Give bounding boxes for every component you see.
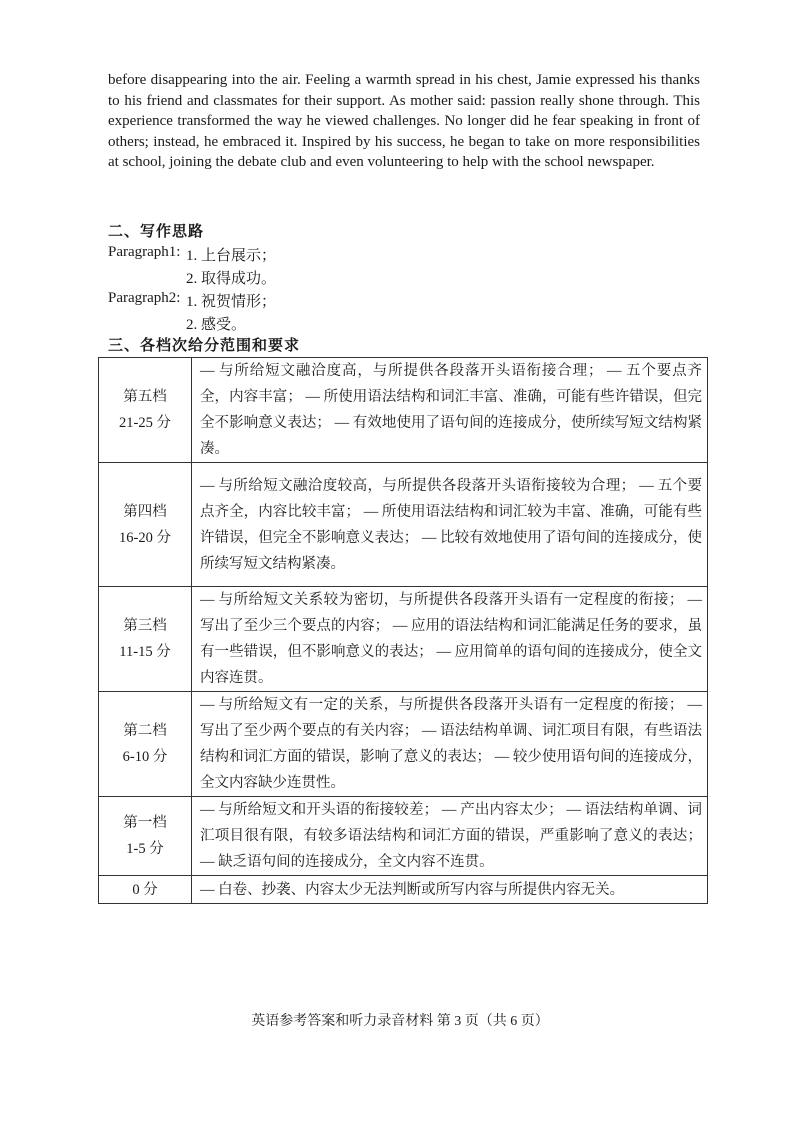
level-name: 第二档 [123, 723, 167, 739]
level-description: — 与所给短文融洽度较高，与所提供各段落开头语衔接较为合理； — 五个要点齐全，内容比较丰富； — 所使用语法结构和词汇较为丰富、准确，可能有些许错误，但完全不影响意义表达； — 比较有效地使用了语句间的连接成分，使所续写短文结构紧凑。 [192, 463, 708, 587]
level-range: 16-20 分 [119, 529, 171, 546]
paragraph-2-label: Paragraph2: [108, 290, 181, 306]
level-cell [99, 797, 192, 876]
table-row [99, 587, 708, 692]
level-description: — 与所给短文融洽度高，与所提供各段落开头语衔接合理； — 五个要点齐全，内容丰富； — 所使用语法结构和词汇丰富、准确，可能有些许错误，但完全不影响意义表达； — 有效地使用了语句间的连接成分，使所续写短文结构紧凑。 [192, 358, 708, 463]
level-description: — 与所给短文和开头语的衔接较差； — 产出内容太少； — 语法结构单调、词汇项目很有限，有较多语法结构和词汇方面的错误，严重影响了意义的表达； — 缺乏语句间的连接成分，全文内容不连贯。 [192, 797, 708, 876]
level-range: 1-5 分 [126, 841, 164, 857]
level-name: 第五档 [123, 389, 167, 405]
scoring-table [98, 357, 708, 904]
paragraph-2-item-1: 1. 祝贺情形； [186, 294, 277, 310]
level-range: 11-15 分 [119, 644, 171, 660]
level-description: — 白卷、抄袭、内容太少无法判断或所写内容与所提供内容无关。 [192, 876, 708, 904]
level-cell [99, 463, 192, 587]
section-2-heading: 二、写作思路 [108, 222, 205, 240]
table-row [99, 358, 708, 463]
table-row [99, 692, 708, 797]
level-cell [99, 692, 192, 797]
level-name: 第三档 [123, 618, 167, 634]
level-name: 第四档 [123, 503, 167, 520]
passage-text: before disappearing into the air. Feeling a warmth spread in his chest, Jamie expressed his thanks to his friend and classmates for their support. As mother said: passion really shone through. This experience transformed the way he viewed challenges. No longer did he fear speaking in front of others; instead, he embraced it. Inspired by his success, he began to take on more responsibilities at school, joining the debate club and even volunteering to help with the school newspaper. [108, 72, 700, 171]
level-range: 21-25 分 [119, 415, 171, 431]
paragraph-1-item-2: 2. 取得成功。 [186, 271, 277, 287]
paragraph-1-label: Paragraph1: [108, 244, 181, 260]
level-description: — 与所给短文有一定的关系，与所提供各段落开头语有一定程度的衔接； — 写出了至少两个要点的有关内容； — 语法结构单调、词汇项目有限，有些语法结构和词汇方面的错误，影响了意义的表达； — 较少使用语句间的连接成分，全文内容缺少连贯性。 [192, 692, 708, 797]
level-cell [99, 876, 192, 904]
table-row [99, 797, 708, 876]
table-row [99, 463, 708, 587]
paragraph-2-item-2: 2. 感受。 [186, 317, 247, 333]
level-name: 0 分 [132, 881, 158, 898]
section-3-heading: 三、各档次给分范围和要求 [108, 336, 301, 354]
paragraph-1-item-1: 1. 上台展示； [186, 248, 277, 264]
level-cell [99, 358, 192, 463]
level-description: — 与所给短文关系较为密切，与所提供各段落开头语有一定程度的衔接； — 写出了至少三个要点的内容； — 应用的语法结构和词汇能满足任务的要求，虽有一些错误，但不影响意义的表达； — 应用简单的语句间的连接成分，使全文内容连贯。 [192, 587, 708, 692]
level-name: 第一档 [123, 815, 167, 831]
level-range: 6-10 分 [122, 749, 168, 765]
page-footer: 英语参考答案和听力录音材料 第 3 页（共 6 页） [251, 1014, 549, 1029]
table-row [99, 876, 708, 904]
level-cell [99, 587, 192, 692]
